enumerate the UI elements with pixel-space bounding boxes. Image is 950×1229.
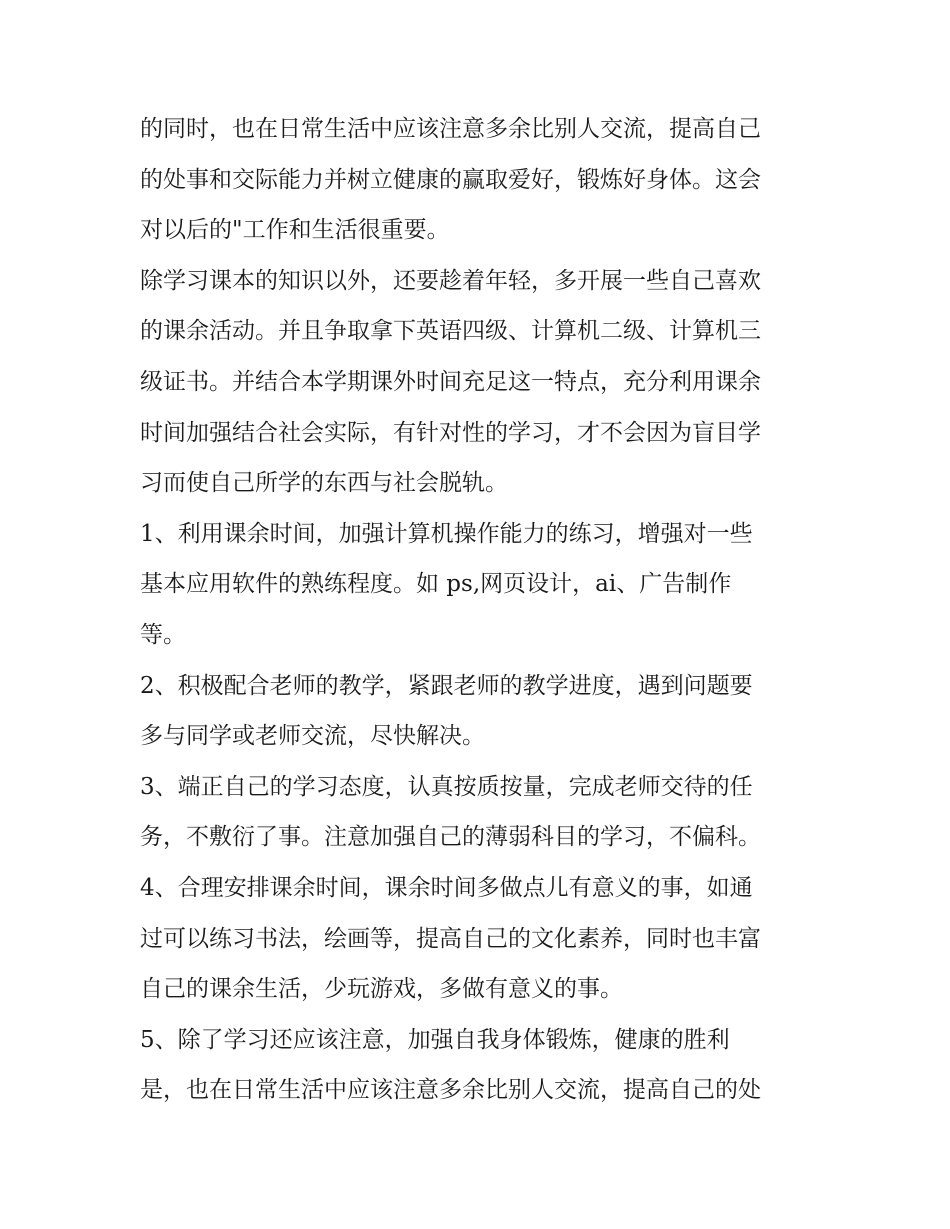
text-line: 习而使自己所学的东西与社会脱轨。 (140, 470, 508, 497)
list-item-1-line: 基本应用软件的熟练程度。如 ps,网页设计，ai、广告制作 (140, 571, 732, 598)
text-line: 级证书。并结合本学期课外时间充足这一特点，充分利用课余 (140, 368, 761, 395)
list-item-4-line: 4、合理安排课余时间，课余时间多做点儿有意义的事，如通 (140, 874, 753, 901)
list-item-5-line: 是，也在日常生活中应该注意多余比别人交流，提高自己的处 (140, 1077, 761, 1104)
list-item-2-line: 多与同学或老师交流，尽快解决。 (140, 723, 485, 750)
list-item-4-line: 自己的课余生活，少玩游戏，多做有意义的事。 (140, 976, 623, 1003)
document-body (140, 104, 820, 1116)
list-item-2-line: 2、积极配合老师的教学，紧跟老师的教学进度，遇到问题要 (140, 672, 753, 699)
list-item-4-line: 过可以练习书法，绘画等，提高自己的文化素养，同时也丰富 (140, 925, 761, 952)
text-line: 时间加强结合社会实际，有针对性的学习，才不会因为盲目学 (140, 419, 761, 446)
text-line: 的处事和交际能力并树立健康的赢取爱好，锻炼好身体。这会 (140, 166, 761, 193)
list-item-1-line: 等。 (140, 621, 186, 648)
list-item-3-line: 务，不敷衍了事。注意加强自己的薄弱科目的学习，不偏科。 (140, 824, 761, 851)
text-line: 的课余活动。并且争取拿下英语四级、计算机二级、计算机三 (140, 318, 761, 345)
list-item-3-line: 3、端正自己的学习态度，认真按质按量，完成老师交待的任 (140, 773, 753, 800)
list-item-1-line: 1、利用课余时间，加强计算机操作能力的练习，增强对一些 (140, 520, 753, 547)
text-line: 对以后的"工作和生活很重要。 (140, 217, 450, 244)
text-line: 除学习课本的知识以外，还要趁着年轻，多开展一些自己喜欢 (140, 267, 761, 294)
text-line: 的同时，也在日常生活中应该注意多余比别人交流，提高自己 (140, 116, 761, 142)
list-item-5-line: 5、除了学习还应该注意，加强自我身体锻炼，健康的胜利 (140, 1026, 730, 1053)
